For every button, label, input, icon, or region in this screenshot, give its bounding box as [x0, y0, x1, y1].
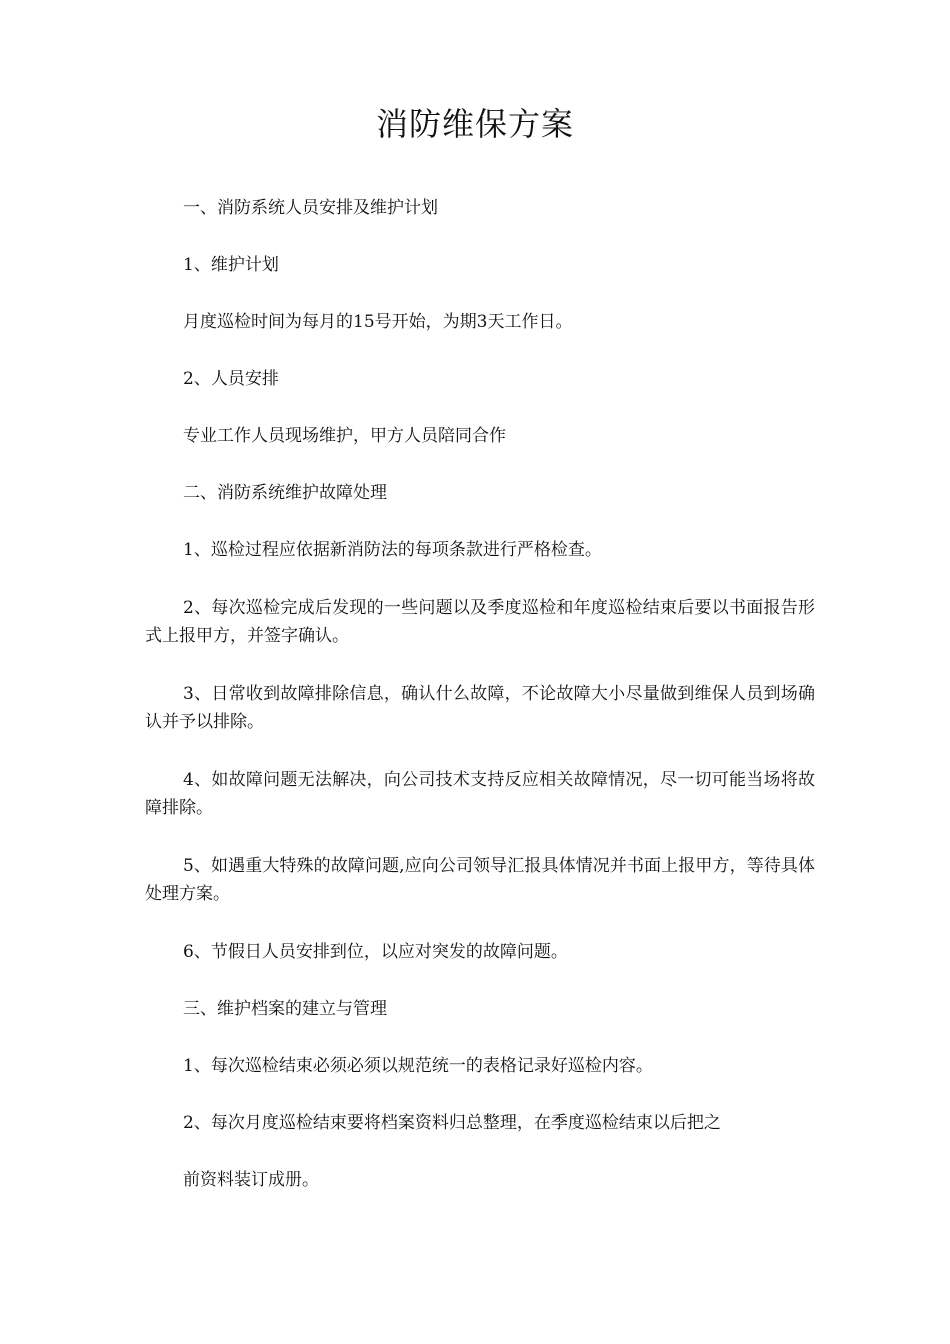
document-body	[145, 194, 815, 1194]
list-item-fault-3: 3、日常收到故障排除信息，确认什么故障，不论故障大小尽量做到维保人员到场确认并予以排除。	[145, 684, 815, 732]
list-item-archive-2-continued: 前资料装订成册。	[183, 1170, 319, 1190]
paragraph-staffing: 专业工作人员现场维护，甲方人员陪同合作	[183, 426, 506, 446]
list-item-archive-1: 1、每次巡检结束必须必须以规范统一的表格记录好巡检内容。	[183, 1056, 653, 1076]
subheading-staffing: 2、人员安排	[183, 369, 279, 389]
subheading-maintenance-plan: 1、维护计划	[183, 255, 279, 275]
list-item-fault-5: 5、如遇重大特殊的故障问题,应向公司领导汇报具体情况并书面上报甲方，等待具体处理方案。	[145, 856, 815, 904]
paragraph-inspection-schedule: 月度巡检时间为每月的15号开始，为期3天工作日。	[183, 312, 573, 332]
list-item-fault-6: 6、节假日人员安排到位，以应对突发的故障问题。	[183, 942, 568, 962]
section-heading-3: 三、维护档案的建立与管理	[183, 999, 387, 1019]
list-item-fault-4: 4、如故障问题无法解决，向公司技术支持反应相关故障情况，尽一切可能当场将故障排除。	[145, 770, 815, 818]
list-item-archive-2: 2、每次月度巡检结束要将档案资料归总整理，在季度巡检结束以后把之	[183, 1113, 721, 1133]
list-item-fault-2: 2、每次巡检完成后发现的一些问题以及季度巡检和年度巡检结束后要以书面报告形式上报甲方，并签字确认。	[145, 598, 815, 646]
section-heading-2: 二、消防系统维护故障处理	[183, 483, 387, 503]
section-heading-1: 一、消防系统人员安排及维护计划	[183, 198, 438, 218]
list-item-fault-1: 1、巡检过程应依据新消防法的每项条款进行严格检查。	[183, 540, 602, 560]
document-title: 消防维保方案	[375, 105, 574, 143]
